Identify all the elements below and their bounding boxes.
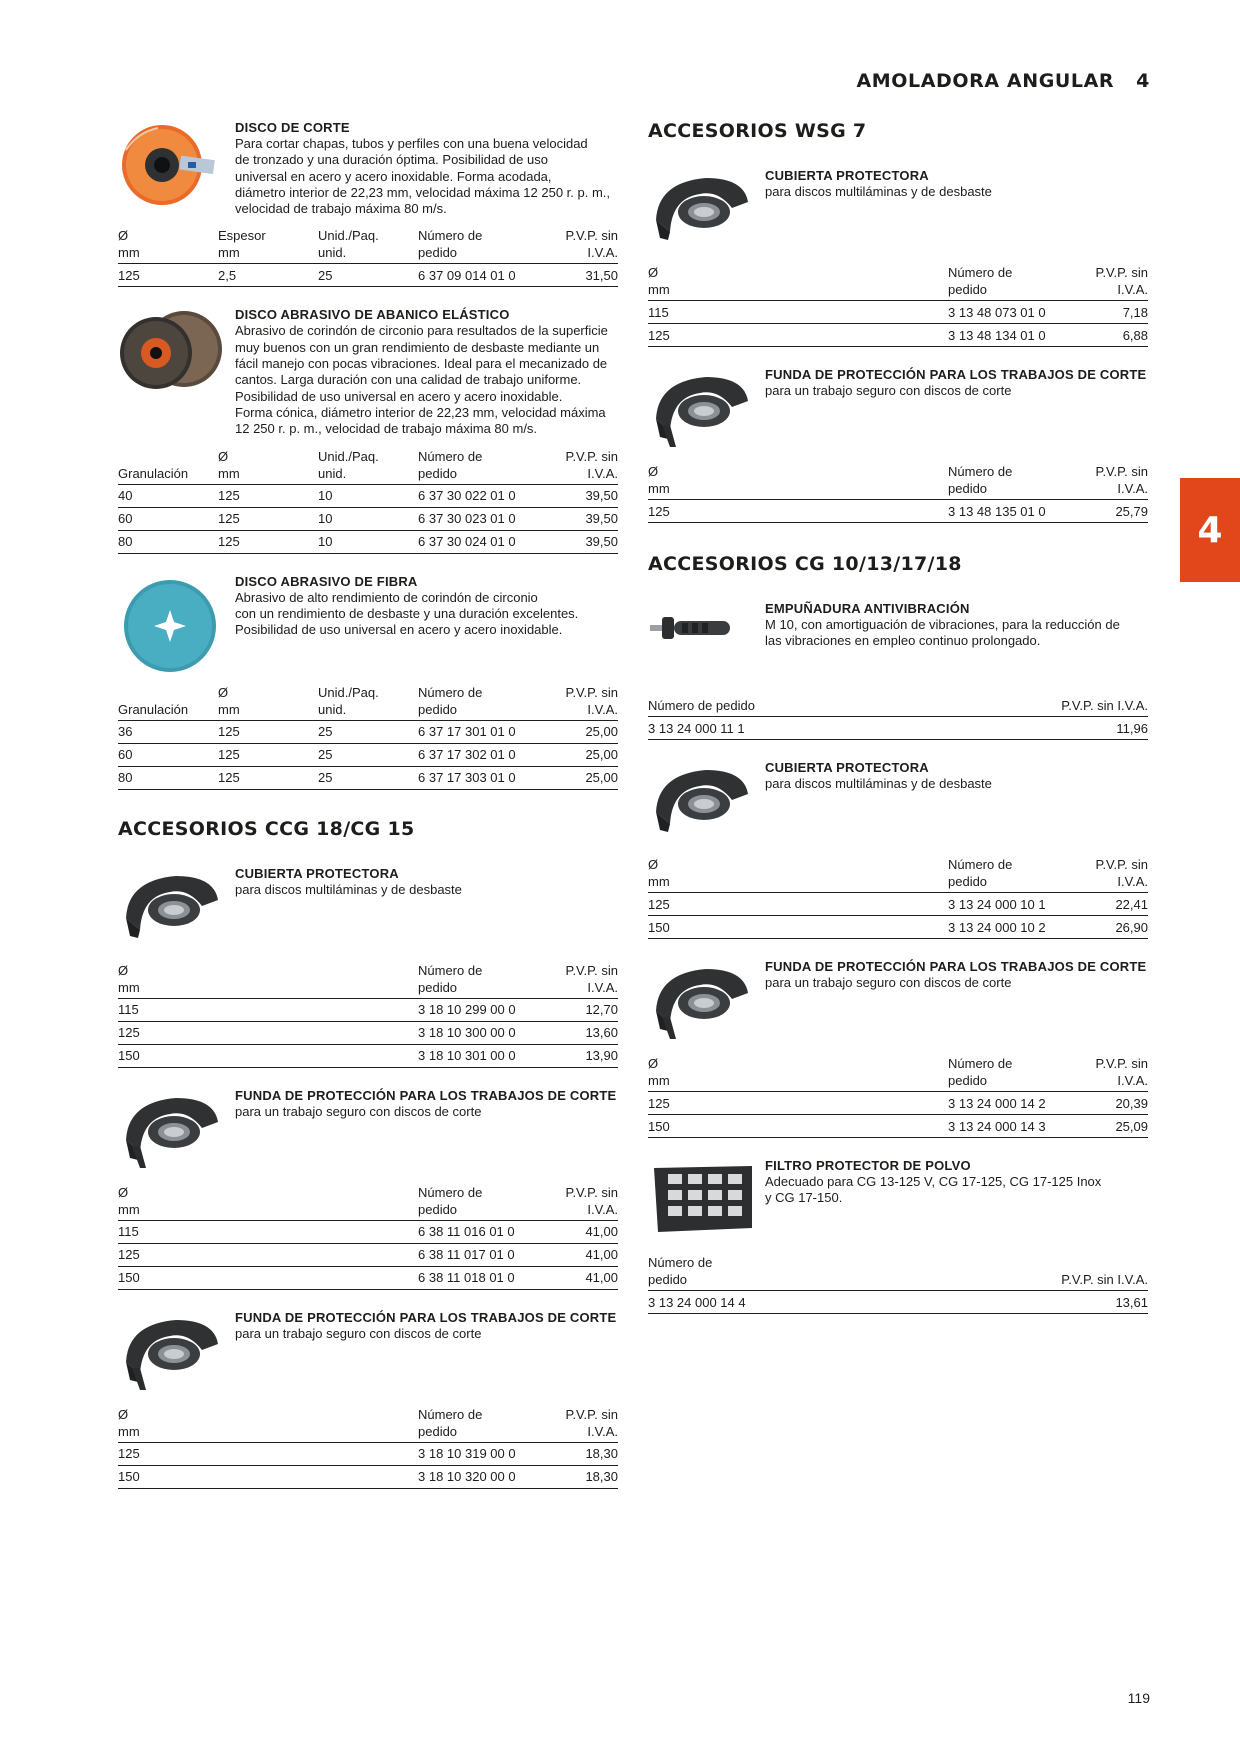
column-header: Ø mm <box>648 463 948 500</box>
table-cell: 3 18 10 301 00 0 <box>418 1044 536 1067</box>
table-row <box>118 507 618 530</box>
column-header: Número de pedido <box>418 684 536 721</box>
table-cell: 3 18 10 300 00 0 <box>418 1021 536 1044</box>
product-header <box>118 1310 618 1396</box>
table-cell: 3 13 48 135 01 0 <box>948 500 1066 523</box>
spec-table-header <box>648 463 1148 500</box>
product-text <box>765 959 1148 991</box>
column-header: P.V.P. sin I.V.A. <box>1066 856 1148 893</box>
price-cell: 22,41 <box>1066 893 1148 916</box>
table-cell: 125 <box>648 324 948 347</box>
spec-table-header <box>648 1254 1148 1291</box>
table-cell: 25 <box>318 743 418 766</box>
left-products-group-1 <box>118 120 618 790</box>
column-header: Ø mm <box>648 1055 948 1092</box>
column-header: Número de pedido <box>948 264 1066 301</box>
spec-table <box>648 697 1148 740</box>
table-cell: 125 <box>118 1442 418 1465</box>
column-header: Número de pedido <box>648 697 924 717</box>
price-cell: 26,90 <box>1066 916 1148 939</box>
column-header: Número de pedido <box>948 1055 1066 1092</box>
price-cell: 25,00 <box>536 743 618 766</box>
product-block <box>648 760 1148 939</box>
product-text <box>765 760 1148 792</box>
table-cell: 2,5 <box>218 264 318 287</box>
table-cell: 6 37 17 303 01 0 <box>418 766 536 789</box>
table-cell: 3 13 24 000 14 4 <box>648 1291 913 1314</box>
price-cell: 25,00 <box>536 766 618 789</box>
table-cell: 125 <box>118 1243 418 1266</box>
cutting-guard-icon <box>118 1310 235 1396</box>
table-cell: 125 <box>218 720 318 743</box>
table-row <box>118 264 618 287</box>
spec-table <box>118 962 618 1068</box>
product-block <box>648 1158 1148 1314</box>
column-header: P.V.P. sin I.V.A. <box>1066 463 1148 500</box>
column-header: P.V.P. sin I.V.A. <box>536 1184 618 1221</box>
product-title: DISCO ABRASIVO DE FIBRA <box>235 573 418 589</box>
product-description: para un trabajo seguro con discos de corte <box>235 1325 482 1341</box>
product-header <box>118 574 618 674</box>
price-cell: 25,79 <box>1066 500 1148 523</box>
column-header: Unid./Paq. unid. <box>318 227 418 264</box>
product-title: FUNDA DE PROTECCIÓN PARA LOS TRABAJOS DE CORTE <box>765 959 1147 974</box>
table-cell: 3 13 48 073 01 0 <box>948 301 1066 324</box>
table-row <box>118 743 618 766</box>
spec-table <box>648 463 1148 523</box>
table-cell: 10 <box>318 530 418 553</box>
price-cell: 20,39 <box>1066 1092 1148 1115</box>
product-header <box>648 367 1148 453</box>
table-cell: 80 <box>118 530 218 553</box>
table-row <box>648 1291 1148 1314</box>
guard-icon <box>118 866 235 952</box>
product-description: Para cortar chapas, tubos y perfiles con una buena velocidad de tronzado y una duración óptima. Posibilidad de uso universal en acero y acero inoxidable. Forma acodada, diámetro interior de 22,23 mm, velocidad máxima 12 250 r. p. m., velocidad de trabajo máxima 80 m/s. <box>235 136 611 217</box>
table-cell: 6 37 30 024 01 0 <box>418 530 536 553</box>
table-cell: 36 <box>118 720 218 743</box>
product-text <box>235 307 618 437</box>
cutting-guard-icon <box>648 367 765 453</box>
spec-table <box>648 1254 1148 1314</box>
chapter-tab[interactable] <box>1180 478 1240 582</box>
product-header <box>118 307 618 437</box>
price-cell: 41,00 <box>536 1220 618 1243</box>
product-description: Abrasivo de alto rendimiento de corindón de circonio con un rendimiento de desbaste y una duración excelentes. Posibilidad de uso universal en acero y acero inoxidable. <box>235 589 579 638</box>
price-cell: 13,60 <box>536 1021 618 1044</box>
section-title-wsg7: ACCESORIOS WSG 7 <box>648 120 867 142</box>
product-text <box>765 168 1148 200</box>
product-header <box>118 1088 618 1174</box>
table-row <box>648 1115 1148 1138</box>
product-block <box>118 120 618 287</box>
spec-table <box>648 1055 1148 1138</box>
column-header: Número de pedido <box>648 1254 913 1291</box>
spec-table <box>118 1184 618 1290</box>
table-cell: 6 37 17 302 01 0 <box>418 743 536 766</box>
spec-table <box>648 856 1148 939</box>
column-header: P.V.P. sin I.V.A. <box>913 1254 1148 1291</box>
column-header: Espesor mm <box>218 227 318 264</box>
product-header <box>648 760 1148 846</box>
product-text <box>765 367 1148 399</box>
chapter-tab-label: 4 <box>1197 509 1223 551</box>
table-cell: 6 37 30 023 01 0 <box>418 507 536 530</box>
right-products-group-1 <box>648 168 1148 523</box>
table-cell: 3 13 24 000 10 1 <box>948 893 1066 916</box>
table-cell: 125 <box>218 507 318 530</box>
product-text <box>235 866 618 898</box>
table-cell: 3 18 10 319 00 0 <box>418 1442 536 1465</box>
price-cell: 13,61 <box>913 1291 1148 1314</box>
table-cell: 125 <box>218 743 318 766</box>
table-cell: 25 <box>318 720 418 743</box>
page-header-title: AMOLADORA ANGULAR <box>856 70 1115 92</box>
table-cell: 3 18 10 299 00 0 <box>418 998 536 1021</box>
product-text <box>765 1158 1148 1207</box>
product-title: FUNDA DE PROTECCIÓN PARA LOS TRABAJOS DE CORTE <box>235 1087 617 1103</box>
product-text <box>765 601 1148 650</box>
table-row <box>648 500 1148 523</box>
column-header: P.V.P. sin I.V.A. <box>536 684 618 721</box>
spec-table-header <box>118 227 618 264</box>
table-cell: 125 <box>218 530 318 553</box>
handle-icon <box>648 601 765 687</box>
column-header: P.V.P. sin I.V.A. <box>536 1406 618 1443</box>
table-cell: 125 <box>648 500 948 523</box>
spec-table-header <box>118 448 618 485</box>
product-header <box>118 120 618 217</box>
column-header: P.V.P. sin I.V.A. <box>536 448 618 485</box>
cutting-disc-icon <box>118 120 235 206</box>
table-row <box>118 530 618 553</box>
column-header: Ø mm <box>648 856 948 893</box>
price-cell: 6,88 <box>1066 324 1148 347</box>
table-cell: 10 <box>318 507 418 530</box>
product-text <box>235 1088 618 1120</box>
product-title: CUBIERTA PROTECTORA <box>765 168 929 183</box>
spec-table <box>118 448 618 554</box>
table-cell: 125 <box>648 1092 948 1115</box>
table-row <box>118 484 618 507</box>
table-cell: 150 <box>648 1115 948 1138</box>
right-handle-group <box>648 601 1148 740</box>
spec-table-header <box>118 684 618 721</box>
table-row <box>648 1092 1148 1115</box>
price-cell: 18,30 <box>536 1442 618 1465</box>
spec-table <box>118 684 618 790</box>
column-header: Número de pedido <box>948 856 1066 893</box>
cutting-guard-icon <box>648 959 765 1045</box>
price-cell: 31,50 <box>536 264 618 287</box>
product-title: FUNDA DE PROTECCIÓN PARA LOS TRABAJOS DE CORTE <box>765 367 1147 382</box>
right-products-group-2 <box>648 760 1148 1138</box>
column-header: P.V.P. sin I.V.A. <box>536 962 618 999</box>
column-header: P.V.P. sin I.V.A. <box>536 227 618 264</box>
table-row <box>648 916 1148 939</box>
price-cell: 25,00 <box>536 720 618 743</box>
product-title: EMPUÑADURA ANTIVIBRACIÓN <box>765 601 970 616</box>
table-cell: 6 38 11 018 01 0 <box>418 1266 536 1289</box>
table-row <box>118 766 618 789</box>
left-products-group-2 <box>118 866 618 1489</box>
product-block <box>118 307 618 553</box>
page-header <box>856 70 1150 92</box>
product-header <box>648 601 1148 687</box>
column-header: P.V.P. sin I.V.A. <box>924 697 1148 717</box>
page-header-chapter: 4 <box>1136 70 1150 92</box>
column-header: P.V.P. sin I.V.A. <box>1066 264 1148 301</box>
product-block <box>118 866 618 1068</box>
column-header: Unid./Paq. unid. <box>318 684 418 721</box>
product-description: para discos multiláminas y de desbaste <box>765 184 992 199</box>
table-cell: 6 37 09 014 01 0 <box>418 264 536 287</box>
product-title: DISCO ABRASIVO DE ABANICO ELÁSTICO <box>235 307 510 323</box>
price-cell: 39,50 <box>536 484 618 507</box>
price-cell: 12,70 <box>536 998 618 1021</box>
table-cell: 125 <box>118 264 218 287</box>
spec-table <box>118 227 618 287</box>
spec-table-header <box>118 1184 618 1221</box>
table-cell: 115 <box>118 998 418 1021</box>
product-block <box>648 367 1148 523</box>
table-cell: 60 <box>118 507 218 530</box>
product-block <box>648 601 1148 740</box>
table-row <box>648 893 1148 916</box>
product-block <box>118 574 618 790</box>
price-cell: 41,00 <box>536 1266 618 1289</box>
table-row <box>118 1021 618 1044</box>
table-cell: 125 <box>218 766 318 789</box>
table-cell: 10 <box>318 484 418 507</box>
column-header: Número de pedido <box>418 227 536 264</box>
table-cell: 3 13 24 000 14 3 <box>948 1115 1066 1138</box>
right-filter-group <box>648 1158 1148 1314</box>
table-row <box>118 1220 618 1243</box>
product-description: Abrasivo de corindón de circonio para resultados de la superficie muy buenos con un gran rendimiento de desbaste mediante un fácil manejo con pocas vibraciones. Ideal para el mecanizado de cantos. Larga duración con una calidad de trabajo uniforme. Posibilidad de uso universal en acero y acero inoxidable. Forma cónica, diámetro interior de 22,23 mm, velocidad máxima 12 250 r. p. m., velocidad de trabajo máxima 80 m/s. <box>235 323 608 437</box>
spec-table-header <box>118 962 618 999</box>
spec-table <box>648 264 1148 347</box>
spec-table-header <box>648 697 1148 717</box>
table-cell: 3 13 24 000 14 2 <box>948 1092 1066 1115</box>
table-cell: 3 13 48 134 01 0 <box>948 324 1066 347</box>
column-header: Número de pedido <box>418 448 536 485</box>
table-row <box>118 720 618 743</box>
product-title: DISCO DE CORTE <box>235 120 350 135</box>
table-cell: 80 <box>118 766 218 789</box>
spec-table-header <box>648 856 1148 893</box>
table-cell: 115 <box>648 301 948 324</box>
column-header: Número de pedido <box>418 962 536 999</box>
column-header: Ø mm <box>218 448 318 485</box>
table-row <box>118 998 618 1021</box>
product-text <box>235 574 618 639</box>
product-title: CUBIERTA PROTECTORA <box>235 865 399 881</box>
table-row <box>648 717 1148 740</box>
table-cell: 6 37 17 301 01 0 <box>418 720 536 743</box>
column-header: Ø mm <box>118 1184 418 1221</box>
column-header: Granulación <box>118 684 218 721</box>
product-description: para discos multiláminas y de desbaste <box>235 881 462 897</box>
column-header: Ø mm <box>118 227 218 264</box>
table-cell: 125 <box>118 1021 418 1044</box>
product-header <box>648 1158 1148 1244</box>
product-block <box>648 959 1148 1138</box>
table-cell: 150 <box>118 1044 418 1067</box>
spec-table-header <box>648 264 1148 301</box>
cutting-guard-icon <box>118 1088 235 1174</box>
guard-icon <box>648 760 765 846</box>
table-cell: 150 <box>118 1465 418 1488</box>
table-cell: 6 37 30 022 01 0 <box>418 484 536 507</box>
spec-table-header <box>118 1406 618 1443</box>
table-cell: 150 <box>118 1266 418 1289</box>
table-cell: 125 <box>218 484 318 507</box>
price-cell: 39,50 <box>536 507 618 530</box>
product-block <box>648 168 1148 347</box>
column-header: Número de pedido <box>418 1184 536 1221</box>
table-cell: 25 <box>318 766 418 789</box>
table-row <box>118 1266 618 1289</box>
right-column <box>648 120 1148 1334</box>
column-header: Ø mm <box>118 1406 418 1443</box>
table-row <box>118 1044 618 1067</box>
product-block <box>118 1310 618 1489</box>
table-cell: 3 18 10 320 00 0 <box>418 1465 536 1488</box>
page-number: 119 <box>1127 1690 1150 1706</box>
product-header <box>648 959 1148 1045</box>
product-text <box>235 120 618 217</box>
price-cell: 39,50 <box>536 530 618 553</box>
table-row <box>648 301 1148 324</box>
column-header: Número de pedido <box>418 1406 536 1443</box>
column-header: P.V.P. sin I.V.A. <box>1066 1055 1148 1092</box>
dust-filter-icon <box>648 1158 765 1244</box>
column-header: Ø mm <box>648 264 948 301</box>
product-header <box>648 168 1148 254</box>
price-cell: 7,18 <box>1066 301 1148 324</box>
table-cell: 125 <box>648 893 948 916</box>
table-row <box>648 324 1148 347</box>
section-title-cg10-13-17-18: ACCESORIOS CG 10/13/17/18 <box>648 553 962 575</box>
table-cell: 3 13 24 000 11 1 <box>648 717 924 740</box>
table-cell: 60 <box>118 743 218 766</box>
product-title: FILTRO PROTECTOR DE POLVO <box>765 1158 971 1173</box>
product-title: FUNDA DE PROTECCIÓN PARA LOS TRABAJOS DE CORTE <box>235 1309 617 1325</box>
table-cell: 3 13 24 000 10 2 <box>948 916 1066 939</box>
product-description: para un trabajo seguro con discos de corte <box>765 383 1012 398</box>
column-header: Ø mm <box>118 962 418 999</box>
column-header: Ø mm <box>218 684 318 721</box>
column-header: Unid./Paq. unid. <box>318 448 418 485</box>
flap-disc-icon <box>118 307 235 393</box>
product-title: CUBIERTA PROTECTORA <box>765 760 929 775</box>
table-cell: 150 <box>648 916 948 939</box>
table-cell: 115 <box>118 1220 418 1243</box>
product-description: para un trabajo seguro con discos de corte <box>765 975 1012 990</box>
table-row <box>118 1442 618 1465</box>
product-description: para discos multiláminas y de desbaste <box>765 776 992 791</box>
product-description: M 10, con amortiguación de vibraciones, para la reducción de las vibraciones en empleo continuo prolongado. <box>765 617 1120 649</box>
table-cell: 6 38 11 017 01 0 <box>418 1243 536 1266</box>
table-cell: 6 38 11 016 01 0 <box>418 1220 536 1243</box>
spec-table <box>118 1406 618 1489</box>
table-row <box>118 1243 618 1266</box>
price-cell: 25,09 <box>1066 1115 1148 1138</box>
product-description: Adecuado para CG 13-125 V, CG 17-125, CG 17-125 Inox y CG 17-150. <box>765 1174 1102 1206</box>
product-description: para un trabajo seguro con discos de corte <box>235 1103 482 1119</box>
table-cell: 25 <box>318 264 418 287</box>
product-header <box>118 866 618 952</box>
section-title-ccg18-cg15: ACCESORIOS CCG 18/CG 15 <box>118 817 415 840</box>
left-column <box>118 120 618 1509</box>
product-text <box>235 1310 618 1342</box>
product-block <box>118 1088 618 1290</box>
spec-table-header <box>648 1055 1148 1092</box>
column-header: Granulación <box>118 448 218 485</box>
price-cell: 11,96 <box>924 717 1148 740</box>
price-cell: 13,90 <box>536 1044 618 1067</box>
column-header: Número de pedido <box>948 463 1066 500</box>
table-row <box>118 1465 618 1488</box>
price-cell: 18,30 <box>536 1465 618 1488</box>
fibre-disc-icon <box>118 574 235 674</box>
guard-icon <box>648 168 765 254</box>
table-cell: 40 <box>118 484 218 507</box>
price-cell: 41,00 <box>536 1243 618 1266</box>
